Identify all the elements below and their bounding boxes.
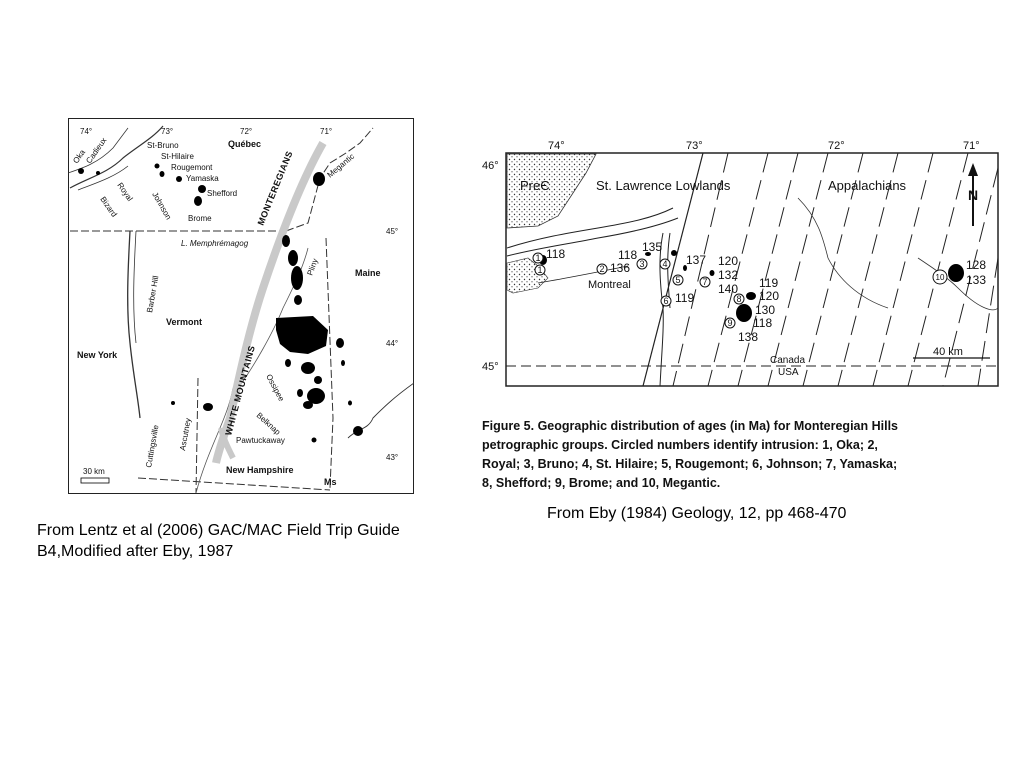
svg-text:1: 1: [535, 253, 541, 263]
svg-text:1: 1: [537, 265, 543, 275]
svg-text:135: 135: [642, 240, 663, 254]
svg-text:4: 4: [662, 259, 668, 269]
svg-text:120: 120: [759, 289, 780, 303]
svg-text:7: 7: [702, 277, 708, 287]
ascutney-label: Ascutney: [178, 417, 193, 452]
figure-caption-line2: petrographic groups. Circled numbers identify intrusion: 1, Oka; 2,: [482, 438, 878, 452]
svg-text:128: 128: [966, 258, 987, 272]
svg-text:130: 130: [755, 303, 776, 317]
svg-text:140: 140: [718, 282, 739, 296]
quebec-label: Québec: [228, 139, 262, 149]
belknap-label: Belknap: [254, 410, 283, 437]
pliny-label: Pliny: [305, 257, 320, 277]
svg-text:133: 133: [966, 273, 987, 287]
figure-caption-line1: Figure 5. Geographic distribution of ages (in Ma) for Monteregian Hills: [482, 419, 899, 433]
right-source-caption: From Eby (1984) Geology, 12, pp 468-470: [547, 505, 847, 522]
north-label: N: [968, 187, 979, 203]
st-hilaire-label: St-Hilaire: [161, 152, 194, 161]
svg-text:8: 8: [736, 294, 742, 304]
svg-text:118: 118: [753, 316, 773, 330]
lat-43-label: 43°: [386, 453, 399, 462]
svg-text:2: 2: [599, 264, 605, 274]
lat-46: 46°: [482, 160, 499, 172]
svg-text:118: 118: [618, 248, 638, 262]
figure-caption-line3: Royal; 3, Bruno; 4, St. Hilaire; 5, Rougemont; 6, Johnson; 7, Yamaska;: [482, 457, 898, 471]
svg-text:136: 136: [610, 261, 631, 275]
johnson-label: Johnson: [150, 190, 174, 222]
bizard-label: Bizard: [98, 194, 119, 219]
lon-71: 71°: [963, 140, 980, 152]
lat-44-label: 44°: [386, 339, 399, 348]
canada-label: Canada: [770, 355, 806, 366]
megantic-label: Megantic: [325, 151, 357, 180]
svg-text:137: 137: [686, 253, 707, 267]
lowlands-label: St. Lawrence Lowlands: [596, 178, 731, 193]
svg-text:3: 3: [639, 259, 645, 269]
lon-74-label: 74°: [80, 127, 93, 136]
lentz-monteregian-map: [68, 118, 414, 494]
cadieux-label: Cadieux: [84, 135, 109, 166]
usa-label: USA: [778, 367, 799, 378]
ms-label: Ms: [324, 477, 337, 487]
brome-label: Brome: [188, 214, 212, 223]
appalachians-label: Appalachians: [828, 178, 907, 193]
left-source-caption: From Lentz et al (2006) GAC/MAC Field Trip Guide B4,Modified after Eby, 1987: [37, 522, 400, 560]
montreal-label: Montreal: [588, 279, 631, 291]
svg-text:119: 119: [759, 276, 779, 290]
barber-hill-label: Barber Hill: [145, 275, 161, 314]
monteregians-label: MONTEREGIANS: [255, 149, 295, 227]
figure-caption-line4: 8, Shefford; 9, Brome; and 10, Megantic.: [482, 476, 721, 490]
svg-text:118: 118: [546, 247, 566, 261]
st-bruno-label: St-Bruno: [147, 141, 179, 150]
ossipee-label: Ossipee: [264, 372, 286, 403]
left-map-svg: [68, 118, 414, 494]
lat-45: 45°: [482, 361, 499, 373]
new-hampshire-label: New Hampshire: [226, 465, 294, 475]
svg-text:138: 138: [738, 330, 759, 344]
scale-label: 30 km: [83, 467, 105, 476]
svg-text:119: 119: [675, 291, 695, 305]
svg-text:10: 10: [935, 273, 945, 282]
white-mountains-label: WHITE MOUNTAINS: [223, 344, 257, 437]
lon-71-label: 71°: [320, 127, 333, 136]
lon-72: 72°: [828, 140, 845, 152]
yamaska-label: Yamaska: [186, 174, 219, 183]
pawtuckaway-label: Pawtuckaway: [236, 436, 285, 445]
rougemont-label: Rougemont: [171, 163, 213, 172]
svg-text:9: 9: [727, 318, 733, 328]
pre-cambrian-label: PreЄ: [520, 178, 550, 193]
lat-45-label: 45°: [386, 227, 399, 236]
scale-label: 40 km: [933, 346, 963, 358]
svg-text:132: 132: [718, 268, 739, 282]
maine-label: Maine: [355, 268, 381, 278]
oka-label: Oka: [71, 147, 88, 166]
cuttingsville-label: Cuttingsville: [144, 424, 161, 469]
svg-text:6: 6: [663, 296, 669, 306]
lon-73: 73°: [686, 140, 703, 152]
svg-text:5: 5: [675, 275, 681, 285]
right-map-svg: [478, 138, 1008, 498]
memphremagog-label: L. Memphrémagog: [181, 239, 249, 248]
lon-73-label: 73°: [161, 127, 174, 136]
shefford-label: Shefford: [207, 189, 238, 198]
new-york-label: New York: [77, 350, 118, 360]
lon-74: 74°: [548, 140, 565, 152]
vermont-label: Vermont: [166, 317, 203, 327]
scale-bar: [81, 478, 109, 483]
eby-age-distribution-figure: [478, 138, 1008, 498]
svg-text:120: 120: [718, 254, 739, 268]
lon-72-label: 72°: [240, 127, 253, 136]
royal-label: Royal: [115, 180, 135, 203]
